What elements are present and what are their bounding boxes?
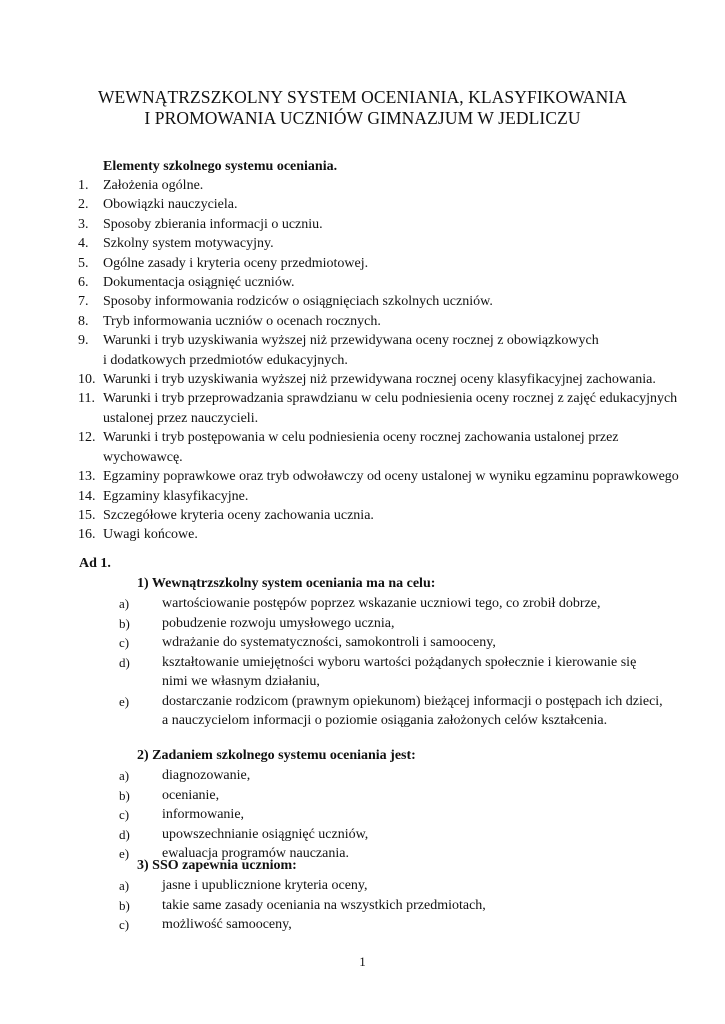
- toc-item-line: Warunki i tryb uzyskiwania wyższej niż przewidywana rocznej oceny klasyfikacyjnej zachowania.: [103, 372, 656, 388]
- toc-item-line: Dokumentacja osiągnięć uczniów.: [103, 275, 295, 291]
- list-item-marker: c): [119, 635, 130, 650]
- toc-heading: Elementy szkolnego systemu oceniania.: [103, 159, 338, 174]
- list-item-line: upowszechnianie osiągnięć uczniów,: [162, 826, 369, 842]
- list-item-marker: c): [119, 807, 130, 822]
- toc-item-line: Założenia ogólne.: [103, 178, 204, 193]
- toc-item: [0, 215, 725, 234]
- subsection-heading: 2) Zadaniem szkolnego systemu oceniania jest:: [137, 748, 416, 763]
- subsection-heading: 3) SSO zapewnia uczniom:: [137, 858, 297, 873]
- list-item-text: [162, 766, 669, 786]
- toc-item-text: [103, 292, 663, 311]
- toc-item-text: [103, 312, 663, 331]
- toc-list: [0, 176, 725, 545]
- list-item: [0, 633, 725, 653]
- list-item-line: nimi we własnym działaniu,: [162, 674, 320, 689]
- toc-item-text: [103, 525, 663, 544]
- toc-item: [0, 331, 725, 370]
- list-item-text: [162, 825, 669, 845]
- toc-item-text: [103, 487, 663, 506]
- toc-item: [0, 428, 725, 467]
- list-item-marker: d): [119, 826, 130, 842]
- list-item-line: a nauczycielom informacji o poziomie osiągania założonych celów kształcenia.: [162, 713, 608, 728]
- list-item-marker: e): [119, 846, 130, 861]
- toc-item: [0, 176, 725, 195]
- toc-item: [0, 273, 725, 292]
- toc-item-number: 11.: [78, 391, 95, 407]
- list-item-line: pobudzenie rozwoju umysłowego ucznia,: [162, 615, 395, 631]
- list-item-marker: a): [119, 878, 130, 893]
- toc-item: [0, 254, 725, 273]
- toc-item-text: [103, 467, 679, 486]
- toc-item-line: Ogólne zasady i kryteria oceny przedmiotowej.: [103, 255, 369, 271]
- toc-item: [0, 234, 725, 253]
- list-item-line: kształtowanie umiejętności wyboru wartości pożądanych społecznie i kierowanie się: [162, 654, 637, 670]
- list-item-marker: b): [119, 787, 130, 803]
- toc-item: [0, 312, 725, 331]
- toc-item-line: Szczegółowe kryteria oceny zachowania ucznia.: [103, 507, 374, 523]
- toc-item-number: 10.: [78, 372, 96, 388]
- list-item-text: [162, 614, 669, 634]
- toc-item: [0, 370, 725, 389]
- list-item-text: [162, 876, 669, 896]
- toc-item-line: Warunki i tryb przeprowadzania sprawdzianu w celu podniesienia oceny rocznej z zajęć edukacyjnych: [103, 391, 678, 407]
- list-item-marker: a): [119, 596, 130, 611]
- list-item: [0, 692, 725, 731]
- list-item-marker: b): [119, 615, 130, 631]
- toc-item-number: 15.: [78, 507, 96, 523]
- toc-item-number: 5.: [78, 255, 89, 271]
- list-item: [0, 915, 725, 935]
- toc-item-text: [103, 273, 663, 292]
- list-item-line: diagnozowanie,: [162, 768, 251, 783]
- list-item: [0, 825, 725, 845]
- toc-item: [0, 292, 725, 311]
- toc-item-line: Tryb informowania uczniów o ocenach rocznych.: [103, 313, 381, 329]
- toc-item-text: [103, 331, 663, 370]
- list-item: [0, 653, 725, 692]
- list-item-line: informowanie,: [162, 807, 245, 822]
- title-line-2: I PROMOWANIA UCZNIÓW GIMNAZJUM W JEDLICZU: [144, 108, 581, 128]
- list-item-line: dostarczanie rodzicom (prawnym opiekunom) bieżącej informacji o postępach ich dzieci,: [162, 693, 663, 709]
- toc-item-line: Uwagi końcowe.: [103, 527, 198, 543]
- list-item-line: ocenianie,: [162, 787, 220, 803]
- toc-item-line: Warunki i tryb uzyskiwania wyższej niż przewidywana oceny rocznej z obowiązkowych: [103, 333, 599, 349]
- list-item-line: możliwość samooceny,: [162, 917, 292, 932]
- list-item-text: [162, 633, 669, 653]
- toc-item-number: 12.: [78, 430, 96, 446]
- list-item-text: [162, 896, 669, 916]
- section-tasks: [0, 746, 725, 864]
- list-item-marker: e): [119, 693, 130, 709]
- list-item: [0, 786, 725, 806]
- ad1-label: Ad 1.: [79, 556, 111, 571]
- list-item: [0, 594, 725, 614]
- toc-item-text: [103, 195, 663, 214]
- list-item-line: ewaluacja programów nauczania.: [162, 846, 349, 861]
- toc-item-text: [103, 370, 663, 389]
- list-item-marker: d): [119, 654, 130, 670]
- list-item: [0, 766, 725, 786]
- toc-item-text: [103, 506, 663, 525]
- list-item: [0, 805, 725, 825]
- list-item: [0, 896, 725, 916]
- toc-item-number: 6.: [78, 275, 89, 291]
- section-goals: [0, 574, 725, 731]
- list-item-line: takie same zasady oceniania na wszystkich przedmiotach,: [162, 897, 486, 913]
- toc-item-line: Sposoby zbierania informacji o uczniu.: [103, 216, 323, 232]
- list-item-marker: c): [119, 917, 130, 932]
- toc-item-line: Sposoby informowania rodziców o osiągnięciach szkolnych uczniów.: [103, 294, 493, 310]
- list-item: [0, 614, 725, 634]
- toc-item-number: 7.: [78, 294, 89, 310]
- list-item-line: wartościowanie postępów poprzez wskazanie uczniowi tego, co zrobił dobrze,: [162, 596, 601, 611]
- toc-item: [0, 487, 725, 506]
- toc-item: [0, 506, 725, 525]
- toc-item-number: 3.: [78, 216, 89, 232]
- list-item-line: wdrażanie do systematyczności, samokontroli i samooceny,: [162, 635, 496, 650]
- document-title: [0, 87, 725, 129]
- list-item-marker: b): [119, 897, 130, 913]
- toc-item-number: 1.: [78, 178, 89, 193]
- toc-item-number: 16.: [78, 527, 96, 543]
- subsection-heading: 1) Wewnątrzszkolny system oceniania ma na celu:: [137, 576, 436, 591]
- list-item-text: [162, 653, 669, 692]
- page-number: 1: [359, 954, 366, 969]
- toc-item-number: 9.: [78, 333, 89, 349]
- toc-item-line: ustalonej przez nauczycieli.: [103, 410, 259, 426]
- toc-item-line: Szkolny system motywacyjny.: [103, 236, 274, 252]
- toc-item-text: [103, 428, 663, 467]
- toc-item-text: [103, 215, 663, 234]
- toc-item: [0, 195, 725, 214]
- section-guarantees: [0, 856, 725, 935]
- list-item-text: [162, 594, 669, 614]
- toc-item-line: wychowawcę.: [103, 449, 183, 465]
- list-item-text: [162, 805, 669, 825]
- toc-item-text: [103, 389, 678, 428]
- toc-item-line: Egzaminy klasyfikacyjne.: [103, 488, 249, 504]
- toc-item-number: 4.: [78, 236, 89, 252]
- toc-item-text: [103, 254, 663, 273]
- toc-item-line: Obowiązki nauczyciela.: [103, 197, 238, 213]
- toc-item-line: i dodatkowych przedmiotów edukacyjnych.: [103, 352, 348, 368]
- toc-item-text: [103, 234, 663, 253]
- toc-item-text: [103, 176, 663, 195]
- list-item-text: [162, 786, 669, 806]
- toc-item: [0, 467, 725, 486]
- list-item-line: jasne i upublicznione kryteria oceny,: [162, 878, 368, 893]
- toc-item-number: 13.: [78, 469, 96, 485]
- title-line-1: WEWNĄTRZSZKOLNY SYSTEM OCENIANIA, KLASYFIKOWANIA: [97, 87, 628, 107]
- toc-item-number: 2.: [78, 197, 89, 213]
- list-item-marker: a): [119, 768, 130, 783]
- toc-item-line: Warunki i tryb postępowania w celu podniesienia oceny rocznej zachowania ustalonej przez: [103, 430, 619, 446]
- toc-item: [0, 525, 725, 544]
- list-item: [0, 876, 725, 896]
- toc-item-number: 14.: [78, 488, 96, 504]
- list-item-text: [162, 692, 669, 731]
- toc-item-line: Egzaminy poprawkowe oraz tryb odwoławczy od oceny ustalonej w wyniku egzaminu poprawkowego: [103, 469, 679, 485]
- list-item-text: [162, 915, 669, 935]
- toc-item-number: 8.: [78, 313, 89, 329]
- toc-item: [0, 389, 725, 428]
